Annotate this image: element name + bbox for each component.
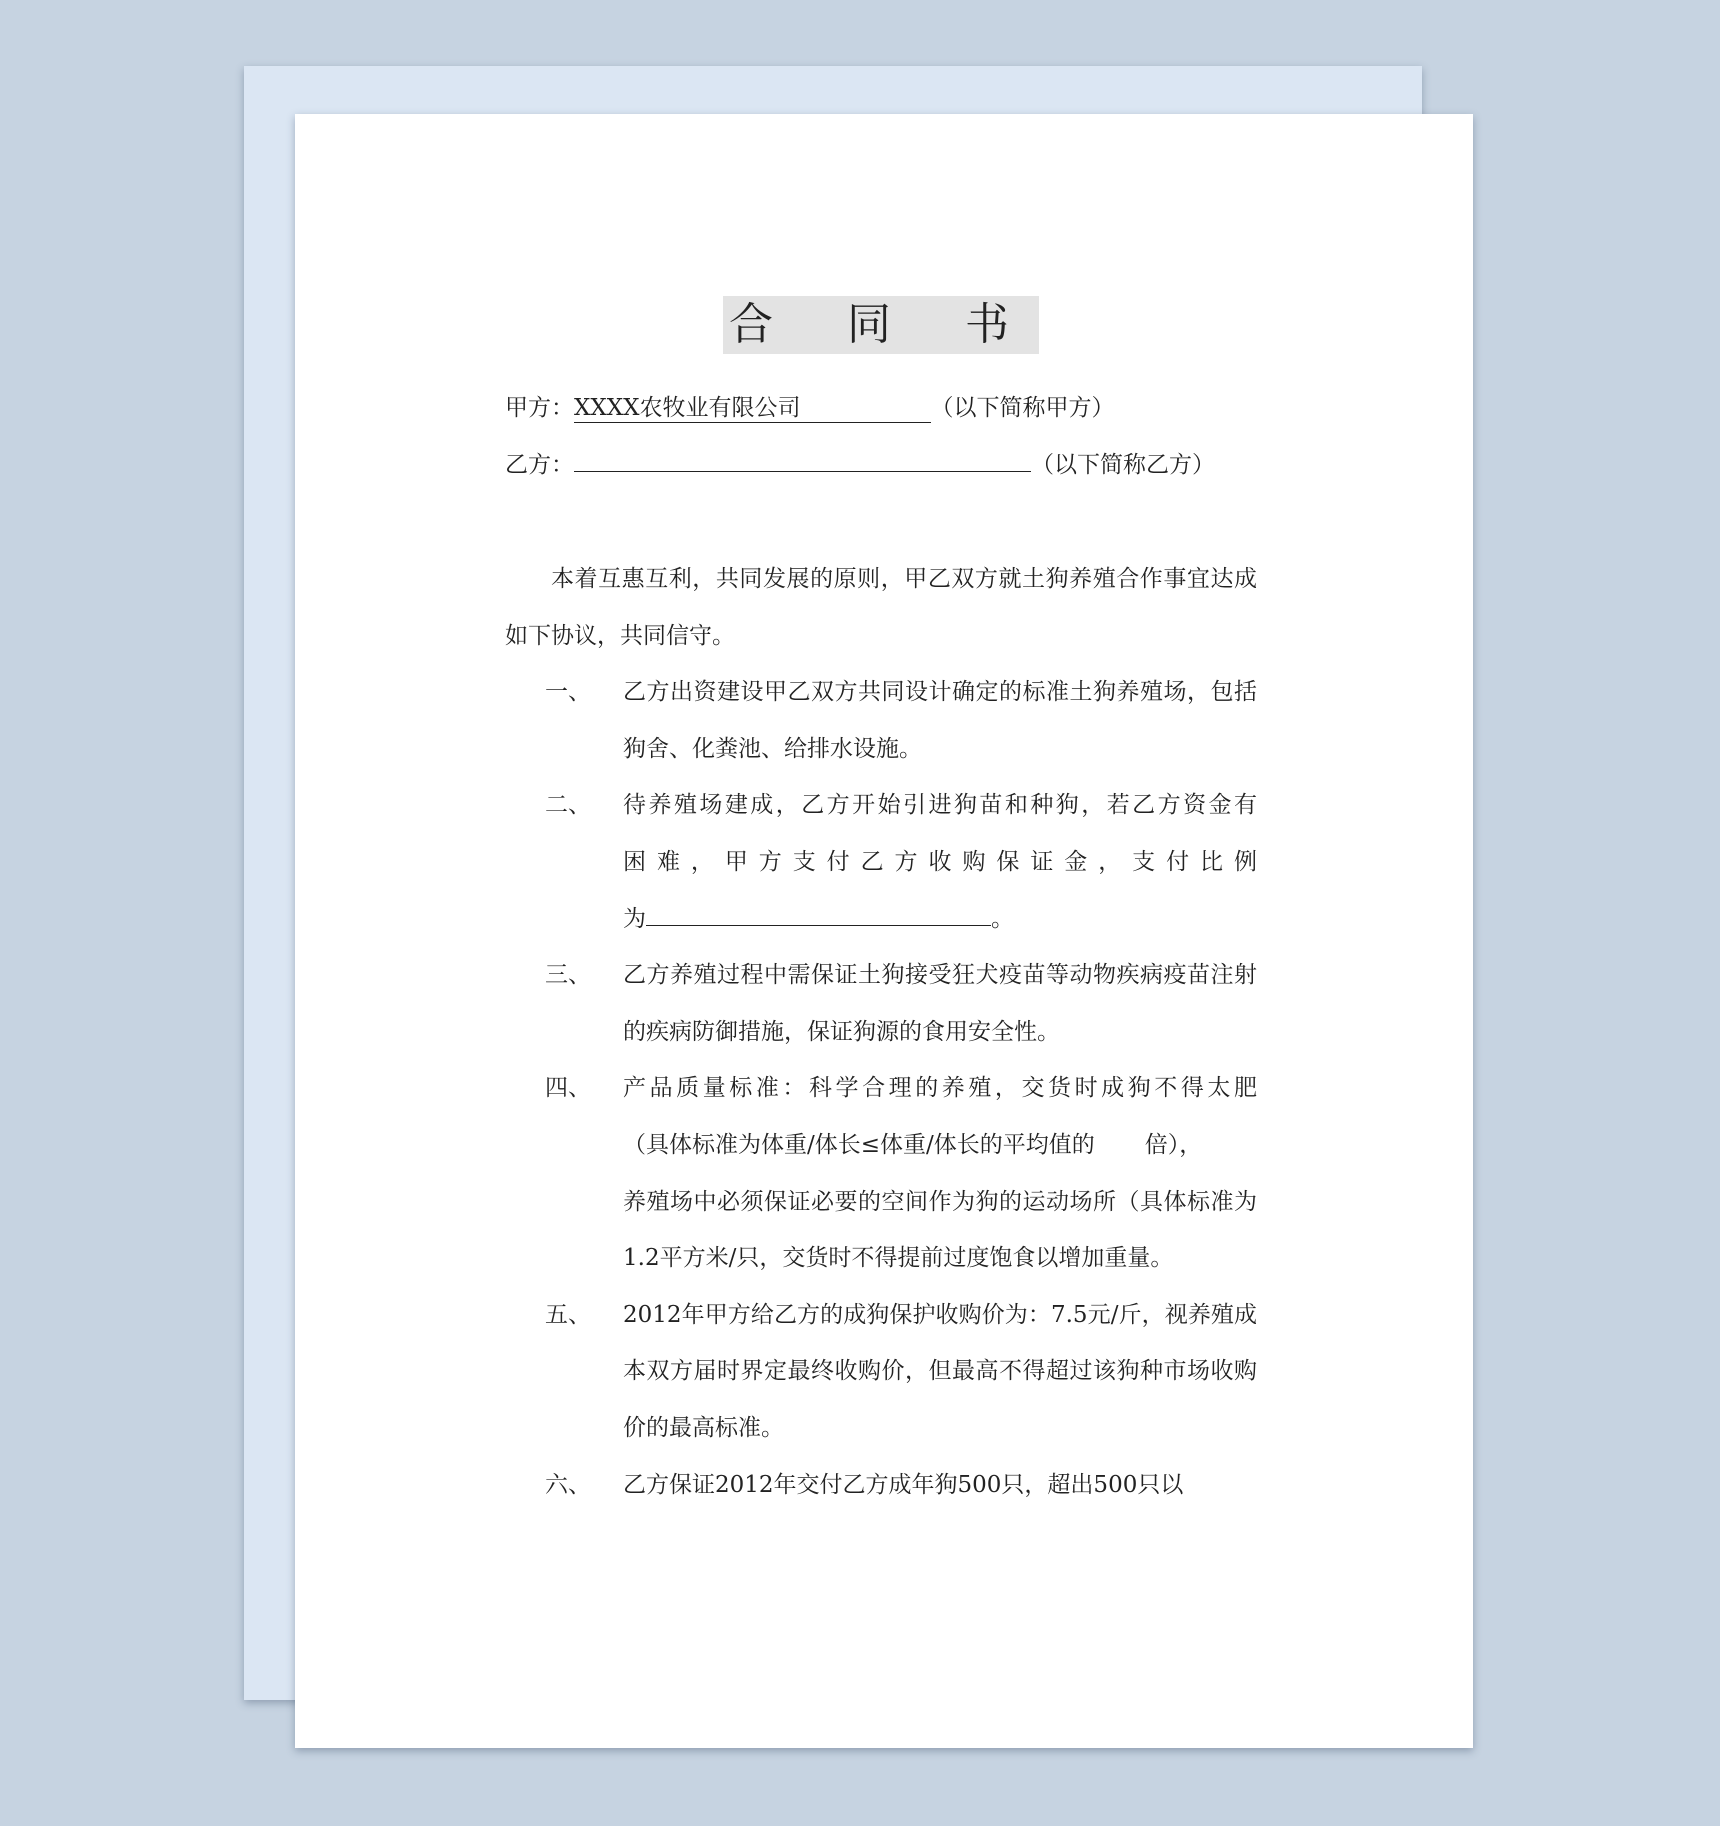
spacer: [505, 494, 1257, 551]
party-b-label: 乙方：: [505, 452, 574, 478]
clause-text: 乙方出资建设甲乙双方共同设计确定的标准土狗养殖场，包括狗舍、化粪池、给排水设施。: [623, 679, 1257, 762]
clause-text: 养殖场中必须保证必要的空间作为狗的运动场所（具体标准为1.2平方米/只，交货时不得提前过度饱食以增加重量。: [623, 1188, 1257, 1272]
clause-text: 。: [991, 905, 1014, 932]
clause-6: [505, 1457, 1257, 1514]
document-title: 合 同 书: [505, 296, 1257, 356]
clause-2: [505, 777, 1257, 947]
clause-number: 四、: [545, 1075, 591, 1102]
clause-text: 困难，甲方支付乙方收购保证金，支付比例: [623, 848, 1257, 875]
party-a-name: XXXX农牧业有限公司: [574, 394, 931, 423]
clause-text: 产品质量标准：科学合理的养殖，交货时成狗不得太肥: [623, 1075, 1257, 1102]
clause-text: 乙方保证2012年交付乙方成年狗500只，超出500只以: [623, 1471, 1184, 1498]
clause-number: 六、: [545, 1471, 591, 1498]
party-b-blank: [574, 471, 1031, 472]
clause-text: 乙方养殖过程中需保证土狗接受狂犬疫苗等动物疾病疫苗注射的疾病防御措施，保证狗源的食用安全性。: [623, 962, 1257, 1045]
clause-text: 为: [623, 905, 646, 932]
contract-document: [505, 296, 1257, 1513]
clause-4: [505, 1060, 1257, 1286]
clause-1: [505, 664, 1257, 777]
party-a-line: [505, 380, 1257, 437]
clause-3: [505, 947, 1257, 1060]
clause-text: 待养殖场建成，乙方开始引进狗苗和种狗，若乙方资金有: [623, 792, 1257, 819]
party-a-suffix: （以下简称甲方）: [930, 395, 1115, 421]
ratio-blank: [646, 925, 991, 926]
clause-text: 倍），: [1144, 1131, 1203, 1158]
clause-number: 一、: [545, 679, 591, 706]
clause-number: 五、: [545, 1301, 591, 1328]
clause-text: （具体标准为体重/体长≤体重/体长的平均值的: [623, 1131, 1095, 1158]
party-b-suffix: （以下简称乙方）: [1031, 452, 1215, 478]
intro-paragraph: 本着互惠互利，共同发展的原则，甲乙双方就土狗养殖合作事宜达成如下协议，共同信守。: [505, 566, 1257, 649]
party-b-line: [505, 437, 1257, 494]
clause-number: 三、: [545, 962, 591, 989]
clause-5: [505, 1287, 1257, 1457]
party-a-label: 甲方：: [505, 395, 574, 421]
clause-number: 二、: [545, 792, 591, 819]
clause-text: 2012年甲方给乙方的成狗保护收购价为：7.5元/斤，视养殖成本双方届时界定最终收购价，但最高不得超过该狗种市场收购价的最高标准。: [623, 1301, 1257, 1441]
